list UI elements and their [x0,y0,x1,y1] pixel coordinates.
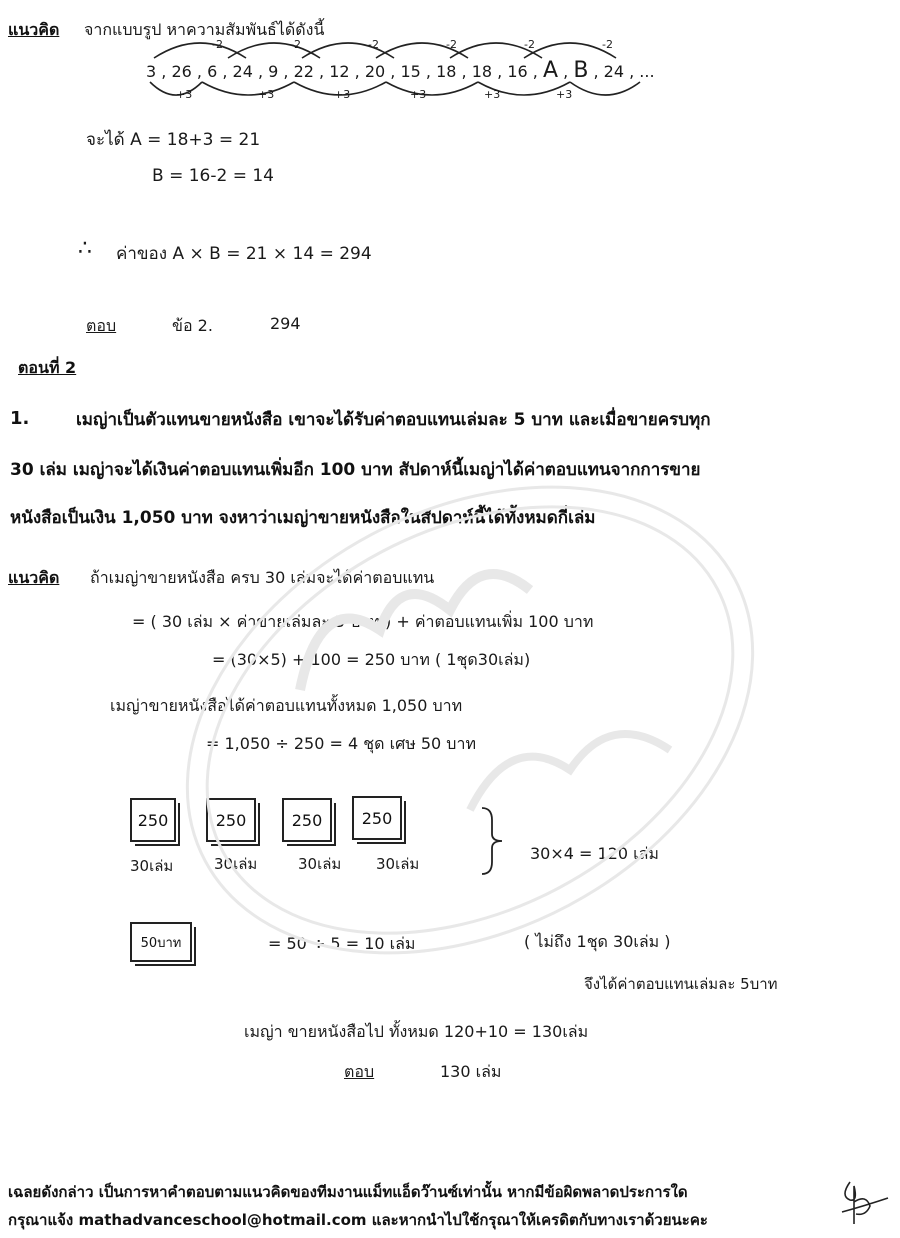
plus-label: +3 [258,88,275,101]
minus-label: -2 [290,38,301,51]
set-box-caption: 30เล่ม [130,857,174,875]
solution-line-3: = (30×5) + 100 = 250 บาท ( 1ชุด30เล่ม) [212,650,531,669]
part1-answer-label: ตอบ [86,316,117,335]
part2-answer-label: ตอบ [344,1062,375,1081]
plus-label: +3 [410,88,427,101]
seq-term: 22 [293,62,314,81]
part1-answer-value: 294 [270,314,301,333]
plus-label: +3 [334,88,351,101]
therefore-symbol: ∴ [78,236,92,261]
seq-term: 26 [171,62,192,81]
set-box [282,798,332,842]
seq-term: 20 [364,62,386,81]
remainder-note-2: จึงได้ค่าตอบแทนเล่มละ 5บาท [584,975,778,993]
question-line-3: หนังสือเป็นเงิน 1,050 บาท จงหาว่าเมญ่าขายหนังสือในสัปดาห์นี้ได้ทั้งหมดกี่เล่ม [10,508,596,528]
seq-term: 24 [603,62,625,81]
plus-label: +3 [176,88,193,101]
footer-line-1: เฉลยดังกล่าว เป็นการหาคำตอบตามแนวคิดของทีมงานแม็ทแอ็ดว๊านซ์เท่านั้น หากมีข้อผิดพลาดประการใด [8,1183,688,1201]
solution-line-4: เมญ่าขายหนังสือได้ค่าตอบแทนทั้งหมด 1,050 บาท [110,696,463,715]
seq-term: 18 [471,62,493,81]
plus-label: +3 [484,88,501,101]
set-box-caption: 30เล่ม [214,855,258,873]
seq-term: 24 [232,62,253,81]
set-box-caption: 30เล่ม [298,855,342,873]
plus-label: +3 [556,88,573,101]
question-number: 1. [10,408,30,429]
minus-label: -2 [212,38,223,51]
part1-label: แนวคิด [8,20,60,39]
total-line: เมญ่า ขายหนังสือไป ทั้งหมด 120+10 = 130เล่ม [244,1022,589,1041]
set-box-value: 250 [215,810,247,830]
question-line-1: เมญ่าเป็นตัวแทนขายหนังสือ เขาจะได้รับค่าตอบแทนเล่มละ 5 บาท และเมื่อขายครบทุก [76,410,711,430]
seq-term: 12 [329,62,350,81]
remainder-note: ( ไม่ถึง 1ชุด 30เล่ม ) [524,932,671,951]
set-box-value: 250 [291,810,323,830]
line-b: B = 16-2 = 14 [152,166,274,186]
part2-heading: ตอนที่ 2 [18,358,77,377]
seq-term: 3 [146,62,157,81]
solution-line-5: = 1,050 ÷ 250 = 4 ชุด เศษ 50 บาท [206,734,476,753]
part2-label: แนวคิด [8,568,60,587]
part1-answer-choice: ข้อ 2. [172,316,213,335]
seq-term: 16 [507,62,528,81]
part2-answer-value: 130 เล่ม [440,1062,502,1081]
set-box [206,798,256,842]
line-a: จะได้ A = 18+3 = 21 [86,130,261,150]
minus-label: -2 [602,38,613,51]
footer-line-2: กรุณาแจ้ง mathadvanceschool@hotmail.com และหากนำไปใช้กรุณาให้เครดิตกับทางเราด้วยนะคะ [8,1211,708,1229]
seq-term: 18 [436,62,457,81]
solution-line-2: = ( 30 เล่ม × ค่าขายเล่มละ 5 บาท ) + ค่าตอบแทนเพิ่ม 100 บาท [132,612,594,631]
solution-line-1: ถ้าเมญ่าขายหนังสือ ครบ 30 เล่มจะได้ค่าตอบแทน [90,568,435,587]
seq-term: ... [639,62,655,81]
seq-term: 6 [207,62,218,81]
question-line-2: 30 เล่ม เมญ่าจะได้เงินค่าตอบแทนเพิ่มอีก 100 บาท สัปดาห์นี้เมญ่าได้ค่าตอบแทนจากการขาย [10,460,701,480]
seq-term: 15 [400,62,421,81]
remainder-calc: = 50 ÷ 5 = 10 เล่ม [268,934,416,953]
minus-label: -2 [368,38,379,51]
seq-term: 9 [268,62,279,81]
seq-term: B [573,58,589,83]
signature [836,1172,892,1232]
remainder-box [130,922,192,962]
set-box-value: 250 [137,810,169,830]
remainder-box-value: 50บาท [140,935,182,951]
sequence-row: 3 , 26 , 6 , 24 , 9 , 22 , 12 , 20 , 15 , 18 , 18 , 16 , A , B , 24 , ... [146,58,655,83]
brace-result: 30×4 = 120 เล่ม [530,844,659,863]
set-box [130,798,176,842]
minus-label: -2 [524,38,535,51]
set-box [352,796,402,840]
set-box-caption: 30เล่ม [376,855,420,873]
seq-term: A [542,58,559,83]
minus-label: -2 [446,38,457,51]
part1-intro: จากแบบรูป หาความสัมพันธ์ได้ดังนี้ [84,20,325,39]
right-brace [478,806,508,876]
line-product: ค่าของ A × B = 21 × 14 = 294 [116,244,372,264]
set-box-value: 250 [361,808,393,828]
